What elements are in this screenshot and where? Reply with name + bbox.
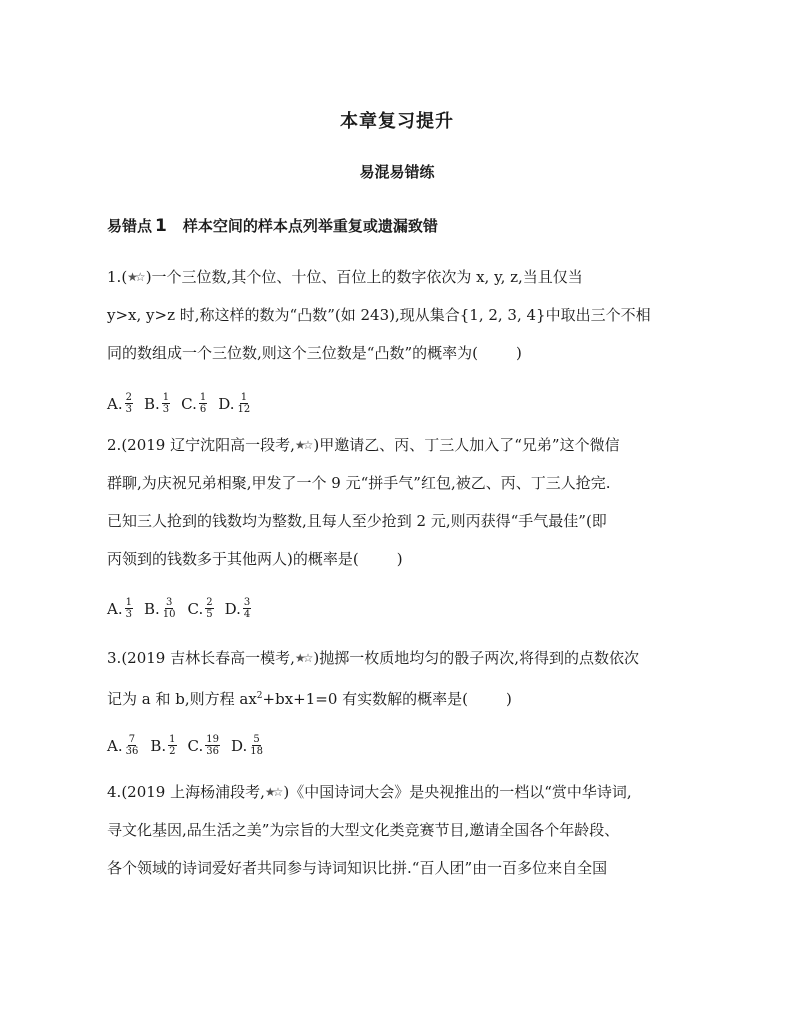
page-subtitle: 易混易错练 (359, 163, 435, 181)
question-2-line-3: 已知三人抢到的钱数均为整数,且每人至少抢到 2 元,则丙获得“手气最佳”(即 (107, 512, 607, 530)
option-d[interactable]: D. $\frac{1}{12}$ (218, 392, 251, 415)
option-d[interactable]: D. $\frac{3}{4}$ (224, 597, 251, 620)
difficulty-star-icon: ★☆ (264, 785, 281, 799)
question-4-line-3: 各个领域的诗词爱好者共同参与诗词知识比拼.“百人团”由一百多位来自全国 (107, 859, 608, 877)
option-a[interactable]: A. $\frac{2}{3}$ (107, 392, 132, 415)
question-1-line-1: 1.(★☆ )一个三位数,其个位、十位、百位上的数字依次为 x, y, z,当且仅当 (107, 268, 583, 286)
question-4-line-2: 寻文化基因,品生活之美”为宗旨的大型文化类竞赛节目,邀请全国各个年龄段、 (107, 821, 620, 839)
question-4-line-1: 4.(2019 上海杨浦段考,★☆ )《中国诗词大会》是央视推出的一档以“赏中华诗词, (107, 783, 632, 801)
difficulty-star-icon: ★☆ (127, 270, 143, 284)
option-c[interactable]: C. $\frac{2}{5}$ (187, 597, 213, 620)
page-title: 本章复习提升 (340, 111, 454, 132)
question-2-line-1: 2.(2019 辽宁沈阳高一段考,★☆ )甲邀请乙、丙、丁三人加入了“兄弟”这个微信 (107, 436, 620, 454)
option-c[interactable]: C. $\frac{1}{6}$ (181, 392, 207, 415)
question-1-options (107, 392, 262, 415)
difficulty-star-icon: ★☆ (294, 438, 311, 452)
option-a[interactable]: A. $\frac{1}{3}$ (107, 597, 132, 620)
option-b[interactable]: B. $\frac{3}{10}$ (143, 597, 176, 620)
section-number: 1 (155, 216, 167, 236)
question-2-line-4: 丙领到的钱数多于其他两人)的概率是( ) (107, 550, 403, 568)
section-text: 样本空间的样本点列举重复或遗漏致错 (182, 217, 438, 235)
question-2-options (107, 597, 262, 620)
question-1-line-3: 同的数组成一个三位数,则这个三位数是“凸数”的概率为( ) (107, 344, 522, 362)
option-d[interactable]: D. $\frac{5}{18}$ (230, 734, 263, 757)
question-2-line-2: 群聊,为庆祝兄弟相聚,甲发了一个 9 元“拼手气”红包,被乙、丙、丁三人抢完. (107, 474, 611, 492)
option-a[interactable]: A. $\frac{7}{36}$ (107, 734, 139, 757)
section-heading (107, 215, 438, 236)
question-1-line-2: y>x, y>z 时,称这样的数为“凸数”(如 243),现从集合{1, 2, 3, 4}中取出三个不相 (107, 306, 651, 324)
question-3-line-2: 记为 a 和 b,则方程 $ax^2+bx+1=0$ 有实数解的概率是( ) (107, 690, 512, 708)
section-label: 易错点 (107, 217, 153, 235)
option-b[interactable]: B. $\frac{1}{2}$ (150, 734, 176, 757)
option-b[interactable]: B. $\frac{1}{3}$ (143, 392, 170, 415)
option-c[interactable]: C. $\frac{19}{36}$ (187, 734, 219, 757)
difficulty-star-icon: ★☆ (294, 651, 311, 665)
question-3-line-1: 3.(2019 吉林长春高一模考,★☆ )抛掷一枚质地均匀的骰子两次,将得到的点数依次 (107, 649, 640, 667)
question-3-options (107, 734, 275, 757)
